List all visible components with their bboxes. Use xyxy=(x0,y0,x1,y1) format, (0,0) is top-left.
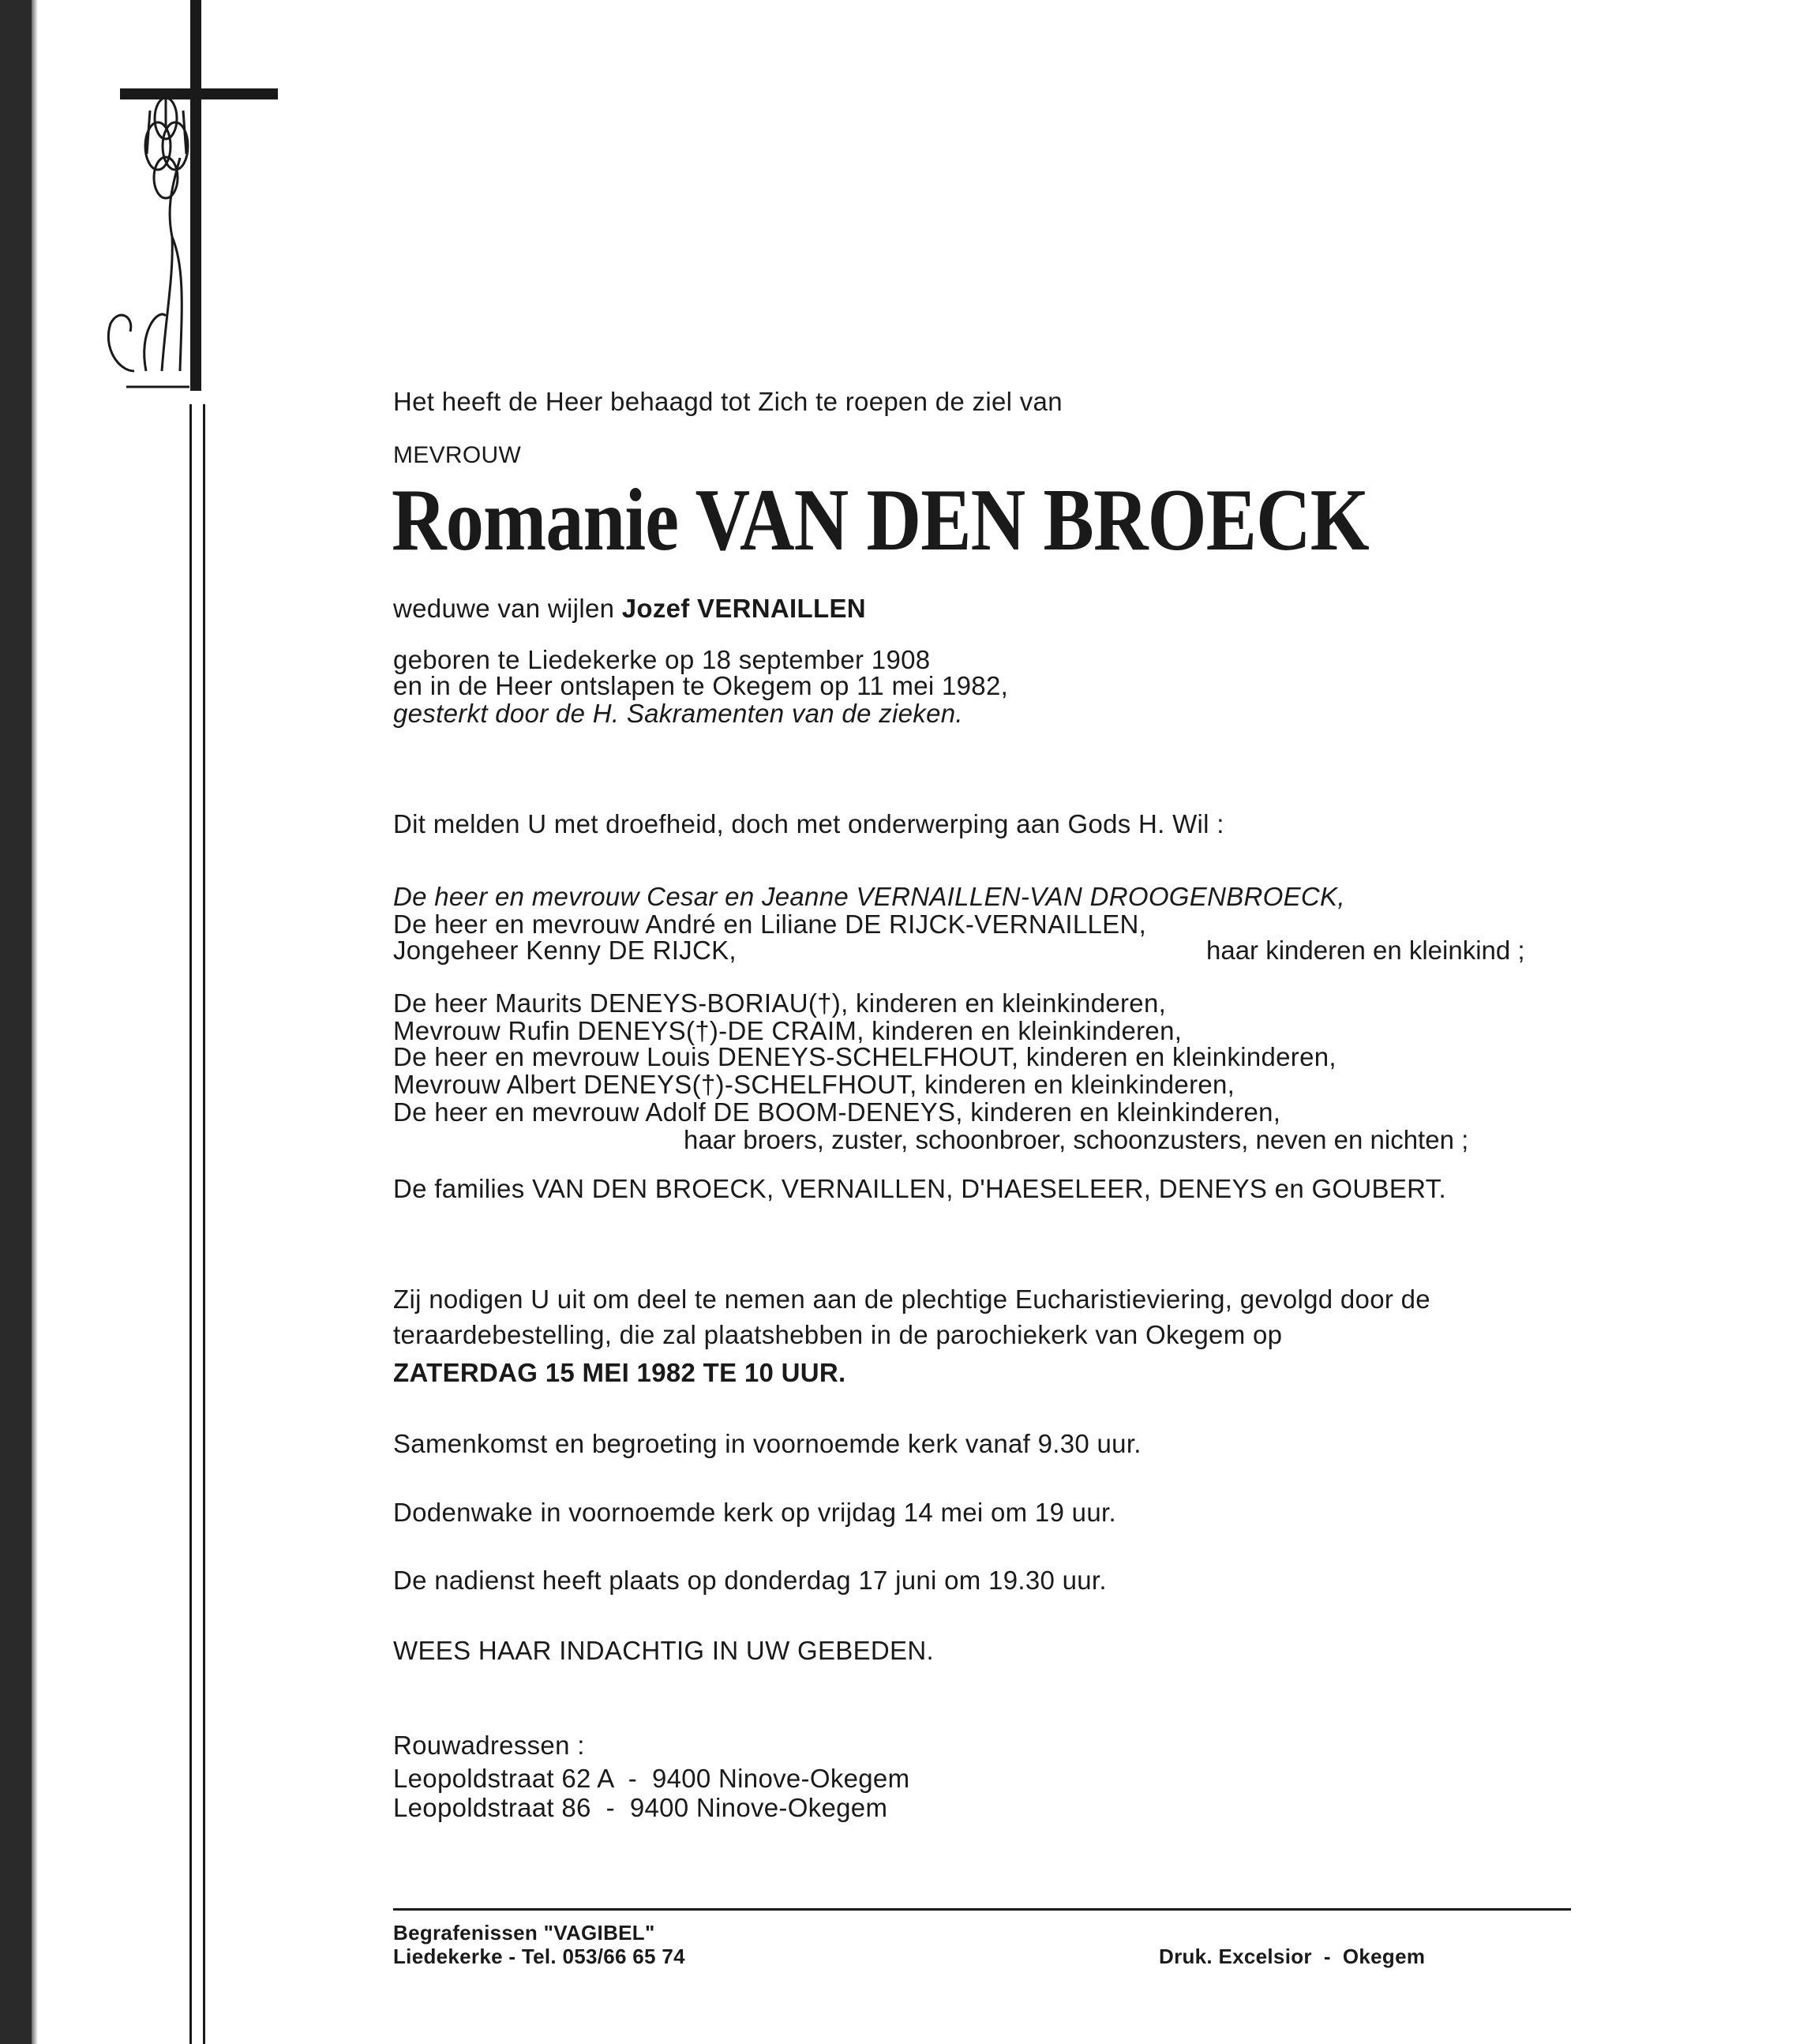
cross-wheat-icon xyxy=(87,0,292,403)
prayer-line: WEES HAAR INDACHTIG IN UW GEBEDEN. xyxy=(393,1636,934,1665)
sibling-line-2: Mevrouw Rufin DENEYS(†)-DE CRAIM, kinderen en kleinkinderen, xyxy=(393,1016,1183,1045)
invite-line-1: Zij nodigen U uit om deel te nemen aan de plechtige Eucharistieviering, gevolgd door de xyxy=(393,1285,1430,1314)
intro-text: Het heeft de Heer behaagd tot Zich te roepen de ziel van xyxy=(393,387,1063,416)
death-line: en in de Heer ontslapen te Okegem op 11 mei 1982, xyxy=(393,671,1009,700)
address-line-1: Leopoldstraat 62 A - 9400 Ninove-Okegem xyxy=(393,1764,910,1793)
sibling-line-4: Mevrouw Albert DENEYS(†)-SCHELFHOUT, kinderen en kleinkinderen, xyxy=(393,1070,1235,1099)
printer-credit: Druk. Excelsior - Okegem xyxy=(1159,1945,1426,1968)
gathering-line: Samenkomst en begroeting in voornoemde kerk vanaf 9.30 uur. xyxy=(393,1429,1142,1458)
children-line-3: Jongeheer Kenny DE RIJCK, xyxy=(393,936,737,965)
memorial-line: De nadienst heeft plaats op donderdag 17 juni om 19.30 uur. xyxy=(393,1566,1107,1595)
address-line-2: Leopoldstraat 86 - 9400 Ninove-Okegem xyxy=(393,1793,888,1822)
children-line-1: De heer en mevrouw Cesar en Jeanne VERNAILLEN-VAN DROOGENBROECK, xyxy=(393,882,1345,911)
deceased-name: Romanie VAN DEN BROECK xyxy=(392,471,1369,569)
sibling-line-3: De heer en mevrouw Louis DENEYS-SCHELFHOUT, kinderen en kleinkinderen, xyxy=(393,1042,1337,1071)
widow-prefix: weduwe van wijlen xyxy=(393,594,622,623)
birth-line: geboren te Liedekerke op 18 september 1908 xyxy=(393,645,931,674)
sibling-line-5: De heer en mevrouw Adolf DE BOOM-DENEYS, kinderen en kleinkinderen, xyxy=(393,1097,1281,1127)
undertaker-contact: Liedekerke - Tel. 053/66 65 74 xyxy=(393,1945,685,1968)
widow-name: Jozef VERNAILLEN xyxy=(621,594,866,623)
vertical-border-rule xyxy=(189,404,205,2044)
announce-line: Dit melden U met droefheid, doch met onderwerping aan Gods H. Wil : xyxy=(393,809,1224,838)
addresses-label: Rouwadressen : xyxy=(393,1731,585,1760)
scan-edge-fade xyxy=(32,0,38,2044)
widow-line xyxy=(393,594,866,624)
footer-rule xyxy=(393,1908,1571,1911)
invite-line-2: teraardebestelling, die zal plaatshebben in de parochiekerk van Okegem op xyxy=(393,1320,1283,1349)
title-text: MEVROUW xyxy=(393,442,522,468)
families-line: De families VAN DEN BROECK, VERNAILLEN, D'HAESELEER, DENEYS en GOUBERT. xyxy=(393,1174,1446,1203)
siblings-relation: haar broers, zuster, schoonbroer, schoonzusters, neven en nichten ; xyxy=(684,1125,1469,1154)
sibling-line-1: De heer Maurits DENEYS-BORIAU(†), kinderen en kleinkinderen, xyxy=(393,988,1167,1018)
sacraments-line: gesterkt door de H. Sakramenten van de zieken. xyxy=(393,699,963,728)
scan-edge-shadow xyxy=(0,0,32,2044)
children-line-2: De heer en mevrouw André en Liliane DE RIJCK-VERNAILLEN, xyxy=(393,909,1147,939)
service-date: ZATERDAG 15 MEI 1982 TE 10 UUR. xyxy=(393,1358,846,1387)
wake-line: Dodenwake in voornoemde kerk op vrijdag 14 mei om 19 uur. xyxy=(393,1498,1116,1527)
children-relation: haar kinderen en kleinkind ; xyxy=(1206,936,1525,965)
undertaker-name: Begrafenissen "VAGIBEL" xyxy=(393,1921,655,1945)
